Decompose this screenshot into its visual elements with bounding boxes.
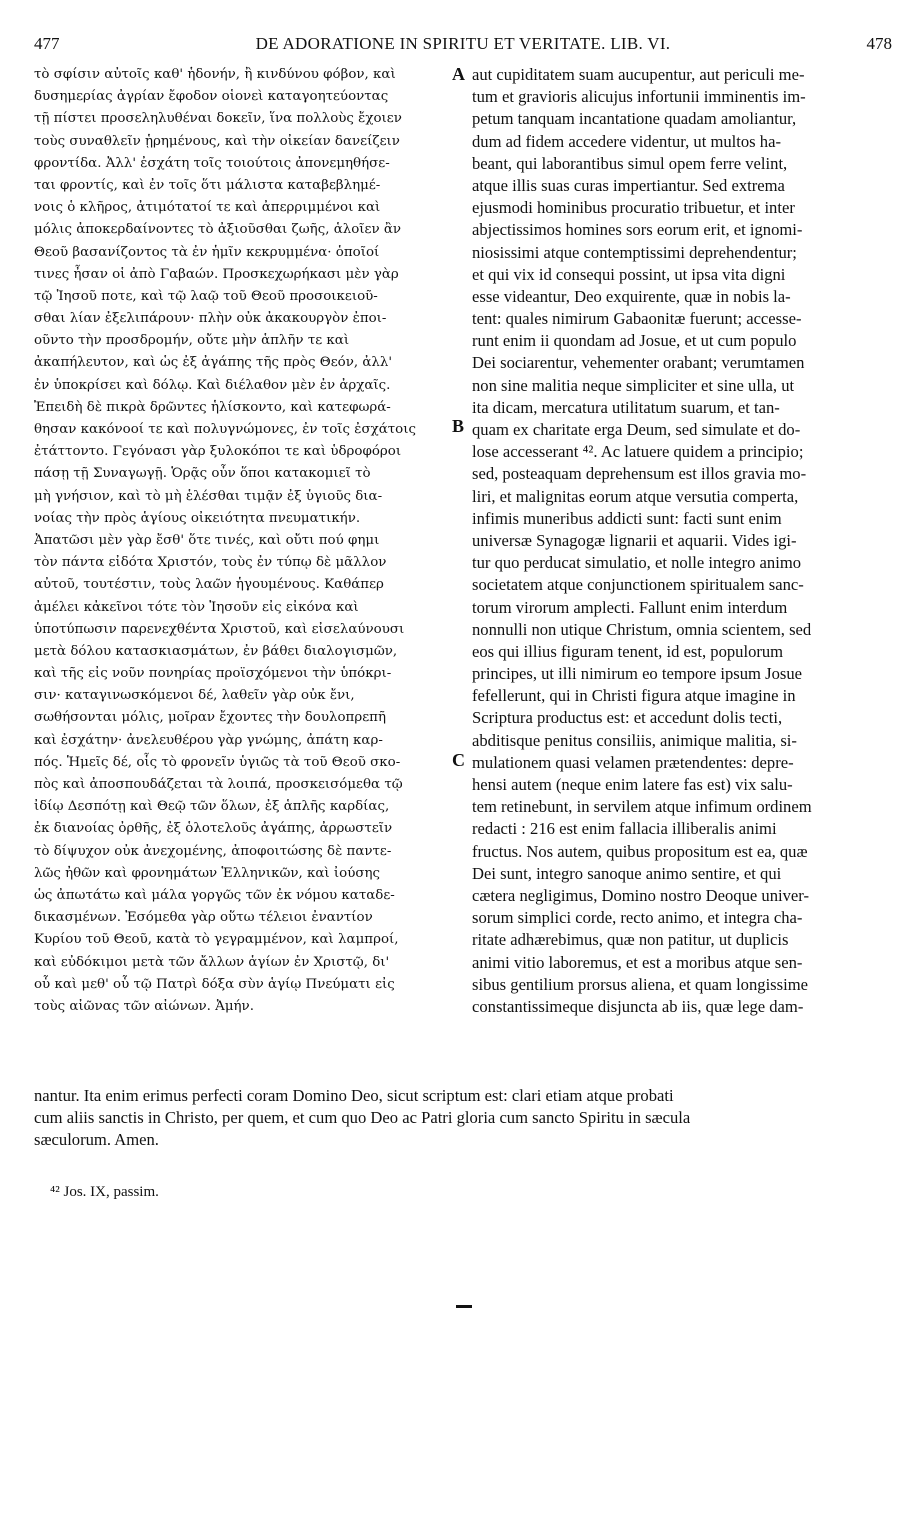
greek-line: ἀκαπήλευτον, καὶ ὡς ἐξ ἀγάπης τῆς πρὸς Θεόν, ἀλλ' bbox=[34, 355, 393, 371]
greek-line: ἐκ διανοίας ὀρθῆς, ἐξ ὁλοτελοῦς ἀγάπης, ἀρρωστεῖν bbox=[34, 821, 393, 837]
greek-line: τὸ δίψυχον οὐκ ἀνεχομένης, ἀποφοιτώσης δὲ παντε- bbox=[34, 843, 392, 859]
greek-line: Ἐπειδὴ δὲ πικρὰ δρῶντες ἡλίσκοντο, καὶ κατεφωρά- bbox=[34, 399, 391, 415]
latin-line: esse videantur, Deo exquirente, quæ in nobis la- bbox=[472, 286, 791, 306]
page-number-left: 477 bbox=[34, 34, 60, 53]
latin-line: redacti : 216 est enim fallacia illiberalis animi bbox=[472, 819, 777, 839]
greek-line: Κυρίου τοῦ Θεοῦ, κατὰ τὸ γεγραμμένον, καὶ λαμπροί, bbox=[34, 932, 399, 948]
greek-line: μὴ γνήσιον, καὶ τὸ μὴ ἑλέσθαι τιμᾷν ἐξ ὑγιοῦς δια- bbox=[34, 488, 383, 504]
latin-line: atque illis suas curas impertiantur. Sed extrema bbox=[472, 175, 785, 195]
latin-line: constantissimeque disjuncta ab iis, quæ lege dam- bbox=[472, 996, 804, 1016]
latin-line: torum virorum amplecti. Fallunt enim interdum bbox=[472, 597, 788, 617]
latin-line: tum et gravioris alicujus infortunii imminentis im- bbox=[472, 87, 806, 107]
greek-line: ται φροντίς, καὶ ἐν τοῖς ὅτι μάλιστα καταβεβλημέ- bbox=[34, 177, 381, 193]
latin-line: Dei sociarentur, vehementer orabant; verumtamen bbox=[472, 353, 805, 373]
greek-line: νοίας τὴν πρὸς ἁγίους οἰκειότητα πνευματικήν. bbox=[34, 510, 361, 526]
latin-line: mulationem quasi velamen prætendentes: depre- bbox=[472, 752, 794, 772]
greek-line: τὸν πάντα εἰδότα Χριστόν, τοὺς ἐν τύπῳ δὲ μᾶλλον bbox=[34, 555, 387, 571]
latin-line: tem retinebunt, in servilem atque infimum ordinem bbox=[472, 797, 812, 817]
latin-line: dum ad fidem accedere videntur, ut multos ha- bbox=[472, 131, 781, 151]
latin-line: Dei sunt, integro sanoque animo sentire, et qui bbox=[472, 863, 782, 883]
greek-line: σωθήσονται μόλις, μοῖραν ἔχοντες τὴν δουλοπρεπῆ bbox=[34, 710, 386, 726]
latin-line: Scriptura productus est: et accedunt dolis tecti, bbox=[472, 708, 783, 728]
greek-line: τοὺς συναθλεῖν ᾑρημένους, καὶ τὴν οἰκείαν δανείζειν bbox=[34, 133, 400, 149]
latin-line: non sine malitia neque simpliciter et sine ulla, ut bbox=[472, 375, 795, 395]
latin-line: tent: quales nimirum Gabaonitæ fuerunt; accesse- bbox=[472, 309, 802, 329]
latin-line: niosissimi atque contemptissimi deprehendentur; bbox=[472, 242, 797, 262]
greek-line: τινες ἦσαν οἱ ἀπὸ Γαβαών. Προσκεχωρήκασι μὲν γὰρ bbox=[34, 266, 399, 282]
latin-line: sorum simplici corde, recto animo, et integra cha- bbox=[472, 908, 803, 928]
latin-line: sibus gentilium prorsus aliena, et quam longissime bbox=[472, 974, 808, 994]
latin-line: petum tanquam incantatione quadam amoliantur, bbox=[472, 109, 797, 129]
latin-line: infimis muneribus addicti sunt: facti sunt enim bbox=[472, 508, 782, 528]
closing-line: cum aliis sanctis in Christo, per quem, et cum quo Deo ac Patri gloria cum sancto Spiritu in sæcula bbox=[34, 1108, 691, 1128]
greek-line: μετὰ δόλου κατασκιασμάτων, ἐν βάθει διαλογισμῶν, bbox=[34, 643, 398, 659]
greek-line: τῷ Ἰησοῦ ποτε, καὶ τῷ λαῷ τοῦ Θεοῦ προσοικειοῦ- bbox=[34, 288, 378, 304]
latin-line: fefellerunt, qui in Christi figura atque imagine in bbox=[472, 686, 796, 706]
latin-line: cætera negligimus, Domino nostro Deoque univer- bbox=[472, 885, 810, 905]
greek-line: σιν· καταγινωσκόμενοι δέ, λαθεῖν γὰρ οὐκ ἔνι, bbox=[34, 688, 355, 704]
greek-line: πὸς καὶ ἀποσπουδάζεται τὰ λοιπά, προσκεισόμεθα τῷ bbox=[34, 777, 403, 792]
greek-line: ἐτάττοντο. Γεγόνασι γὰρ ξυλοκόποι τε καὶ ὑδροφόροι bbox=[34, 444, 402, 460]
latin-line: lose accesserant ⁴². Ac latuere quidem a principio; bbox=[472, 442, 804, 462]
greek-column bbox=[34, 64, 452, 1018]
greek-line: μόλις ἀποκερδαίνοντες τὸ ἀξιοῦσθαι ζωῆς, ἁλοῖεν ἂν bbox=[34, 222, 402, 238]
greek-line: καὶ ἐσχάτην· ἀνελευθέρου γὰρ γνώμης, ἀπάτη καρ- bbox=[34, 732, 383, 748]
greek-line: ἰδίῳ Δεσπότῃ καὶ Θεῷ τῶν ὅλων, ἐξ ἁπλῆς καρδίας, bbox=[34, 799, 390, 815]
latin-line: abjectissimos homines sors eorum erit, et ignomi- bbox=[472, 220, 803, 240]
bottom-dash bbox=[456, 1305, 472, 1308]
latin-line: principes, ut illi nimirum eo tempore ipsum Josue bbox=[472, 664, 802, 684]
latin-line: nonnulli non utique Christum, omnia scientem, sed bbox=[472, 619, 812, 639]
running-title: DE ADORATIONE IN SPIRITU ET VERITATE. LIB. VI. bbox=[255, 34, 671, 53]
latin-line: universæ Synagogæ lignarii et aquarii. Vides igi- bbox=[472, 530, 797, 550]
greek-line: ἐν ὑποκρίσει καὶ δόλῳ. Καὶ διέλαθον μὲν ἐν ἀρχαῖς. bbox=[34, 377, 391, 393]
latin-line: sed, posteaquam deprehensum est illos gravia mo- bbox=[472, 464, 807, 484]
greek-line: νοις ὁ κλῆρος, ἀτιμότατοί τε καὶ ἀπερριμμένοι καὶ bbox=[34, 200, 381, 216]
section-marker-b: B bbox=[452, 416, 465, 436]
greek-line: οὗ καὶ μεθ' οὗ τῷ Πατρὶ δόξα σὺν ἁγίῳ Πνεύματι εἰς bbox=[34, 976, 395, 992]
footnote: ⁴² Jos. IX, passim. bbox=[50, 1184, 159, 1200]
latin-line: ita dicam, mercatura utilitatum suarum, et tan- bbox=[472, 397, 780, 417]
latin-line: liri, et malignitas eorum atque versutia comperta, bbox=[472, 486, 799, 506]
closing-line: nantur. Ita enim erimus perfecti coram Domino Deo, sicut scriptum est: clari etiam atque probati bbox=[34, 1086, 674, 1105]
latin-line: runt enim ii quondam ad Josue, et ut cum populo bbox=[472, 331, 797, 351]
latin-line: ritate adhærebimus, quæ non patitur, ut duplicis bbox=[472, 930, 789, 950]
latin-line: animi vitio laboremus, et est a moribus atque sen- bbox=[472, 952, 803, 972]
greek-line: ὑποτύπωσιν παρενεχθέντα Χριστοῦ, καὶ εἰσελαύνουσι bbox=[34, 621, 405, 637]
greek-line: θησαν κακόνοοί τε καὶ πολυγνώμονες, ἐν τοῖς ἐσχάτοις bbox=[34, 422, 416, 437]
closing-line: sæculorum. Amen. bbox=[34, 1130, 159, 1150]
closing-paragraph bbox=[34, 1085, 894, 1152]
greek-line: δυσημερίας ἀγρίαν ἔφοδον οἱονεὶ καταγοητεύοντας bbox=[34, 89, 389, 105]
page-number-right: 478 bbox=[866, 34, 892, 53]
latin-line: ejusmodi hominibus procuratio tribuetur, et inter bbox=[472, 198, 795, 218]
greek-line: οῦντο τὴν προσδρομήν, οὔτε μὴν ἁπλῆν τε καὶ bbox=[34, 333, 350, 349]
latin-line: beant, qui laborantibus simul opem ferre velint, bbox=[472, 153, 788, 173]
latin-line: tur quo perducat simulatio, et nolle integro animo bbox=[472, 553, 802, 573]
greek-line: τὸ σφίσιν αὐτοῖς καθ' ἡδονήν, ἢ κινδύνου φόβον, καὶ bbox=[34, 67, 396, 82]
greek-line: φροντίδα. Ἀλλ' ἐσχάτη τοῖς τοιούτοις ἀπονεμηθήσε- bbox=[34, 155, 390, 171]
greek-line: Θεοῦ βασανίζοντος τὰ ἐν ἡμῖν κεκρυμμένα· ὁποῖοί bbox=[34, 244, 380, 260]
section-marker-a: A bbox=[452, 64, 465, 84]
latin-line: societatem atque conjunctionem spiritualem sanc- bbox=[472, 575, 804, 595]
latin-line: et qui vix id consequi possint, ut ipsa vita digni bbox=[472, 264, 786, 284]
latin-column bbox=[472, 64, 898, 1018]
latin-line: quam ex charitate erga Deum, sed simulate et do- bbox=[472, 420, 801, 439]
running-header bbox=[34, 34, 892, 58]
greek-line: τῇ πίστει προσεληλυθέναι δοκεῖν, ἵνα πολλοὺς ἔχοιεν bbox=[34, 111, 402, 127]
greek-line: ἀμέλει κἀκεῖνοι τότε τὸν Ἰησοῦν εἰς εἰκόνα καὶ bbox=[34, 599, 359, 615]
greek-line: αὐτοῦ, τουτέστιν, τοὺς λαῶν ἡγουμένους. Καθάπερ bbox=[34, 577, 384, 593]
greek-line: τοὺς αἰῶνας τῶν αἰώνων. Ἀμήν. bbox=[34, 998, 254, 1014]
greek-line: καὶ εὐδόκιμοι μετὰ τῶν ἄλλων ἁγίων ἐν Χριστῷ, δι' bbox=[34, 954, 390, 970]
latin-line: aut cupiditatem suam aucupentur, aut periculi me- bbox=[472, 65, 805, 84]
latin-line: eos qui illius figuram tenent, id est, populorum bbox=[472, 641, 784, 661]
latin-line: abditisque penitus consiliis, animique malitia, si- bbox=[472, 730, 797, 750]
greek-line: σθαι λίαν ἐξελιπάρουν· πλὴν οὐκ ἀκακουργὸν ἐποι- bbox=[34, 311, 387, 327]
greek-line: δικασμένων. Ἐσόμεθα γὰρ οὕτω τέλειοι ἐναντίον bbox=[34, 910, 373, 926]
latin-line: hensi autem (neque enim latere fas est) vix salu- bbox=[472, 775, 793, 794]
greek-line: καὶ τῆς εἰς νοῦν πονηρίας προϊσχόμενοι τὴν ὑπόκρι- bbox=[34, 666, 392, 682]
greek-line: πάσῃ τῇ Συναγωγῇ. Ὁρᾷς οὖν ὅποι κατακομιεῖ τὸ bbox=[34, 466, 371, 482]
section-marker-c: C bbox=[452, 750, 465, 770]
greek-line: ὡς ἀπωτάτω καὶ μάλα γοργῶς τῶν ἐκ νόμου καταδε- bbox=[34, 887, 395, 903]
greek-line: λῶς ἠθῶν καὶ φρονημάτων Ἑλληνικῶν, καὶ ἰούσης bbox=[34, 865, 381, 881]
greek-line: Ἀπατῶσι μὲν γὰρ ἔσθ' ὅτε τινές, καὶ οὔτι πού φημι bbox=[34, 532, 380, 548]
greek-line: πός. Ἡμεῖς δέ, οἷς τὸ φρονεῖν ὑγιῶς τὰ τοῦ Θεοῦ σκο- bbox=[34, 754, 401, 770]
latin-line: fructus. Nos autem, quibus propositum est ea, quæ bbox=[472, 841, 808, 861]
